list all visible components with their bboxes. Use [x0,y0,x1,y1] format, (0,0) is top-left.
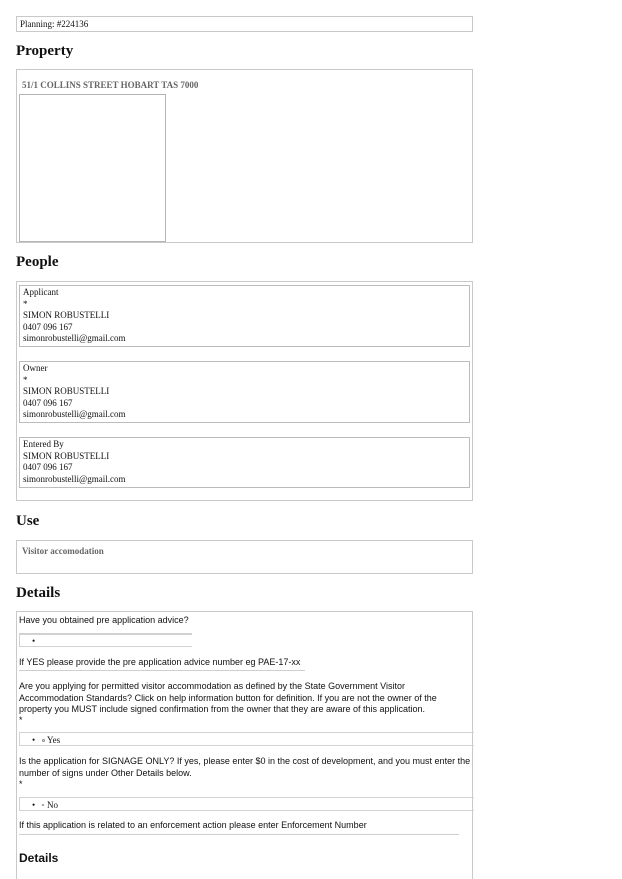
person-card-entered-by [19,437,470,488]
option-bullet: • [32,636,36,646]
question-pre-application-number: If YES please provide the pre application advice number eg PAE-17-xx [19,657,301,667]
person-name: SIMON ROBUSTELLI [23,386,110,397]
question-signage-only: Is the application for SIGNAGE ONLY? If yes, please enter $0 in the cost of development, and you must enter the number of signs under Other Details below. [19,756,471,778]
person-name: SIMON ROBUSTELLI [23,310,110,321]
person-phone: 0407 096 167 [23,321,73,332]
person-name: SIMON ROBUSTELLI [23,450,110,461]
people-section [16,281,473,501]
radio-selected-icon[interactable] [42,804,44,806]
person-role: Entered By [23,439,64,449]
property-map [19,94,166,242]
details-section [16,611,473,879]
planning-number: Planning: #224136 [20,19,89,29]
radio-selected-icon[interactable] [42,739,45,742]
person-card-applicant [19,285,470,347]
option-no-label: No [47,800,58,810]
details-heading: Details [16,585,61,601]
required-marker: * [19,779,23,789]
signage-only-options[interactable] [19,797,474,811]
person-email: simonrobustelli@gmail.com [23,473,126,484]
option-yes-label: Yes [47,735,61,745]
option-bullet: • [32,735,36,745]
option-bullet: • [32,800,36,810]
person-email: simonrobustelli@gmail.com [23,333,126,344]
person-email: simonrobustelli@gmail.com [23,409,126,420]
required-marker: * [19,715,23,725]
person-role: Applicant [23,287,59,297]
planning-number-box [16,16,473,32]
people-heading: People [16,254,59,270]
person-phone: 0407 096 167 [23,397,73,408]
question-visitor-accommodation: Are you applying for permitted visitor accommodation as defined by the State Government Visitor Accommodation Standards? Click on help information button for definition. If you are not the owner of the property you MUST include signed confirmation from the owner that they are aware of this application. [19,681,437,714]
property-address: 51/1 COLLINS STREET HOBART TAS 7000 [22,80,199,90]
use-heading: Use [16,513,40,529]
pre-application-advice-options[interactable] [19,634,192,647]
required-marker: * [23,298,28,309]
pre-application-number-input[interactable] [19,670,305,671]
use-value: Visitor accomodation [22,546,104,556]
question-enforcement-number: If this application is related to an enforcement action please enter Enforcement Number [19,820,367,830]
required-marker: * [23,374,28,385]
person-card-owner [19,361,470,423]
question-pre-application-advice: Have you obtained pre application advice? [19,615,189,625]
person-phone: 0407 096 167 [23,462,73,473]
property-heading: Property [16,43,74,59]
enforcement-number-input[interactable] [19,834,459,835]
details-subheading: Details [19,851,59,865]
use-section [16,540,473,574]
property-section [16,69,473,243]
visitor-accommodation-options[interactable] [19,732,474,746]
person-role: Owner [23,363,48,373]
